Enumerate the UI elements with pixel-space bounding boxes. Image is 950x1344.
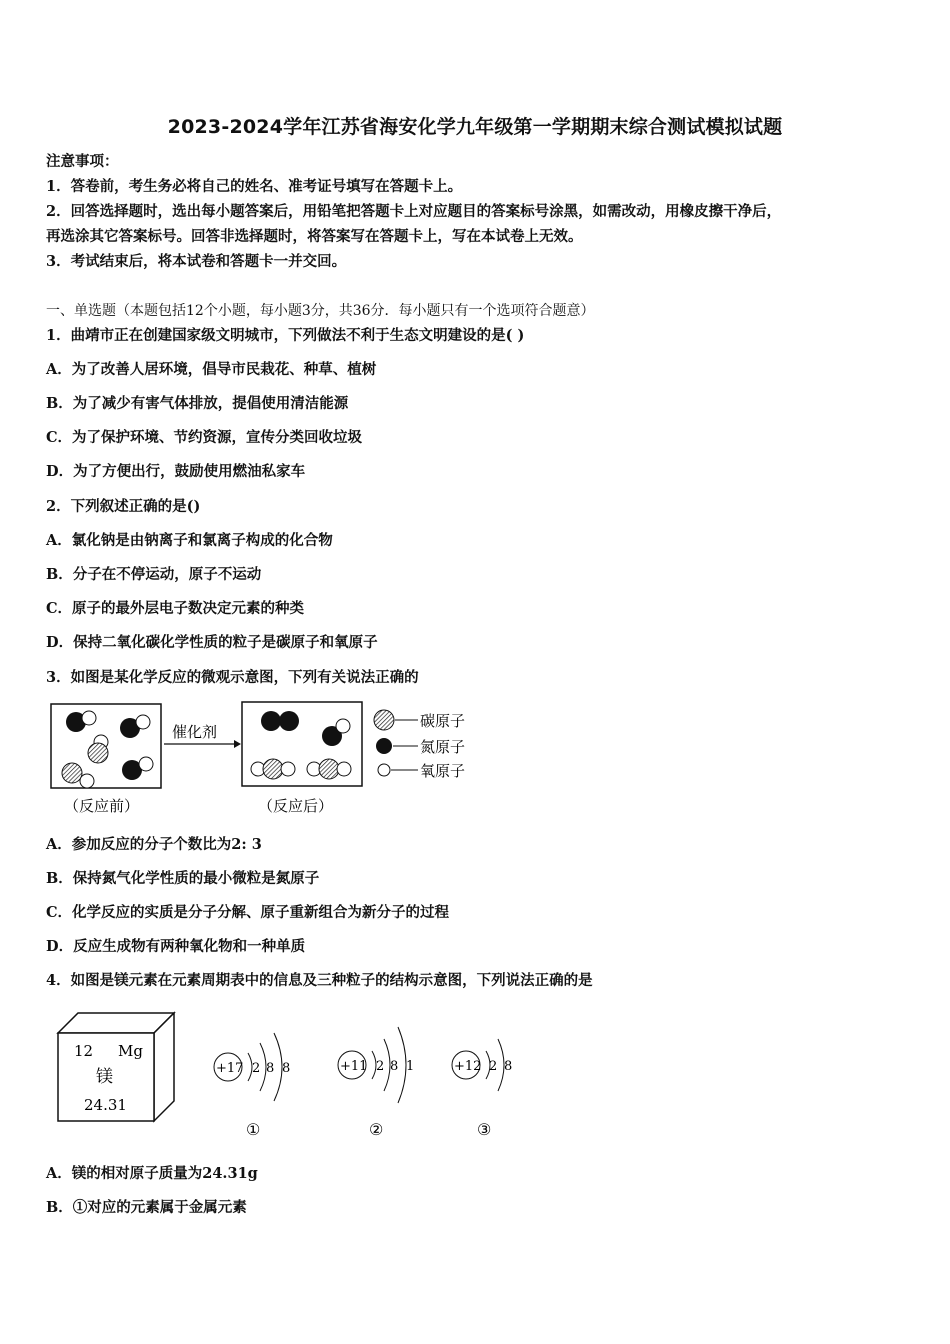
after-label: （反应后） [258, 797, 334, 815]
catalyst-label: 催化剂 [172, 723, 218, 741]
carbon-atom [62, 763, 82, 783]
notice-item: 再选涂其它答案标号。回答非选择题时，将答案写在答题卡上，写在本试卷上无效。 [46, 228, 583, 245]
atomic-structure-figure [46, 1005, 546, 1150]
q3-option-b: B．保持氮气化学性质的最小微粒是氮原子 [46, 870, 320, 887]
q1-option-c: C．为了保护环境、节约资源，宣传分类回收垃圾 [46, 429, 363, 446]
shell-electrons: 8 [390, 1059, 399, 1074]
nucleus-charge: +12 [454, 1059, 482, 1074]
oxygen-atom [336, 719, 350, 733]
q1-option-b: B．为了减少有害气体排放，提倡使用清洁能源 [46, 395, 349, 412]
shell-electrons: 1 [406, 1059, 415, 1074]
oxygen-atom [80, 774, 94, 788]
legend-carbon-icon [374, 710, 394, 730]
particle-diagram-1 [214, 1033, 290, 1139]
notice-heading: 注意事项： [46, 153, 119, 170]
nitrogen-atom [261, 711, 281, 731]
before-label: （反应前） [64, 797, 140, 815]
q3-option-d: D．反应生成物有两种氧化物和一种单质 [46, 938, 306, 955]
q3-option-c: C．化学反应的实质是分子分解、原子重新组合为新分子的过程 [46, 904, 450, 921]
nucleus-charge: +11 [340, 1059, 368, 1074]
particle-label: ② [369, 1120, 384, 1139]
q2-option-c: C．原子的最外层电子数决定元素的种类 [46, 600, 305, 617]
arrow-head [234, 740, 241, 748]
carbon-atom [319, 759, 339, 779]
q1-option-a: A．为了改善人居环境，倡导市民栽花、种草、植树 [46, 361, 377, 378]
atomic-number: 12 [74, 1042, 94, 1060]
q2-option-a: A．氯化钠是由钠离子和氯离子构成的化合物 [46, 532, 333, 549]
q2-stem: 2．下列叙述正确的是() [46, 498, 201, 515]
section-heading: 一、单选题（本题包括12个小题，每小题3分，共36分．每小题只有一个选项符合题意） [46, 303, 595, 319]
oxygen-atom [82, 711, 96, 725]
oxygen-atom [281, 762, 295, 776]
reaction-diagram [46, 698, 486, 824]
q1-stem: 1．曲靖市正在创建国家级文明城市，下列做法不利于生态文明建设的是( ) [46, 327, 525, 344]
legend-oxygen: 氧原子 [420, 762, 466, 780]
shell-electrons: 8 [266, 1061, 275, 1076]
notice-item: 3．考试结束后，将本试卷和答题卡一并交回。 [46, 253, 347, 270]
particle-label: ③ [477, 1120, 492, 1139]
legend-oxygen-icon [378, 764, 390, 776]
q4-stem: 4．如图是镁元素在元素周期表中的信息及三种粒子的结构示意图，下列说法正确的是 [46, 972, 593, 989]
legend-nitrogen: 氮原子 [420, 738, 466, 756]
shell-electrons: 2 [252, 1061, 261, 1076]
element-name: 镁 [96, 1067, 113, 1087]
q4-option-a: A．镁的相对原子质量为24.31g [46, 1165, 258, 1182]
electron-shell [398, 1027, 406, 1103]
shell-electrons: 8 [504, 1059, 513, 1074]
shell-electrons: 2 [376, 1059, 385, 1074]
q2-option-d: D．保持二氧化碳化学性质的粒子是碳原子和氧原子 [46, 634, 378, 651]
legend-nitrogen-icon [376, 738, 392, 754]
notice-item: 1．答卷前，考生务必将自己的姓名、准考证号填写在答题卡上。 [46, 178, 463, 195]
q3-stem: 3．如图是某化学反应的微观示意图，下列有关说法正确的 [46, 669, 419, 686]
q3-option-a: A．参加反应的分子个数比为2: 3 [46, 836, 262, 853]
particle-diagram-3 [452, 1039, 512, 1139]
q2-option-b: B．分子在不停运动，原子不运动 [46, 566, 262, 583]
q1-option-d: D．为了方便出行，鼓励使用燃油私家车 [46, 463, 306, 480]
particle-label: ① [246, 1120, 261, 1139]
notice-item: 2．回答选择题时，选出每小题答案后，用铅笔把答题卡上对应题目的答案标号涂黑，如需改动，用橡皮擦干净后， [46, 203, 782, 220]
legend-carbon: 碳原子 [420, 712, 466, 730]
q4-option-b: B．①对应的元素属于金属元素 [46, 1199, 247, 1216]
oxygen-atom [139, 757, 153, 771]
page-title: 2023-2024学年江苏省海安化学九年级第一学期期末综合测试模拟试题 [167, 116, 783, 138]
shell-electrons: 2 [489, 1059, 498, 1074]
atomic-mass: 24.31 [84, 1096, 127, 1114]
oxygen-atom [337, 762, 351, 776]
shell-electrons: 8 [282, 1061, 291, 1076]
electron-shell [274, 1033, 282, 1101]
oxygen-atom [136, 715, 150, 729]
particle-diagram-2 [338, 1027, 414, 1139]
carbon-atom [88, 743, 108, 763]
element-symbol: Mg [118, 1042, 143, 1060]
nitrogen-atom [279, 711, 299, 731]
carbon-atom [263, 759, 283, 779]
element-tile [58, 1013, 174, 1121]
nucleus-charge: +17 [216, 1061, 244, 1076]
